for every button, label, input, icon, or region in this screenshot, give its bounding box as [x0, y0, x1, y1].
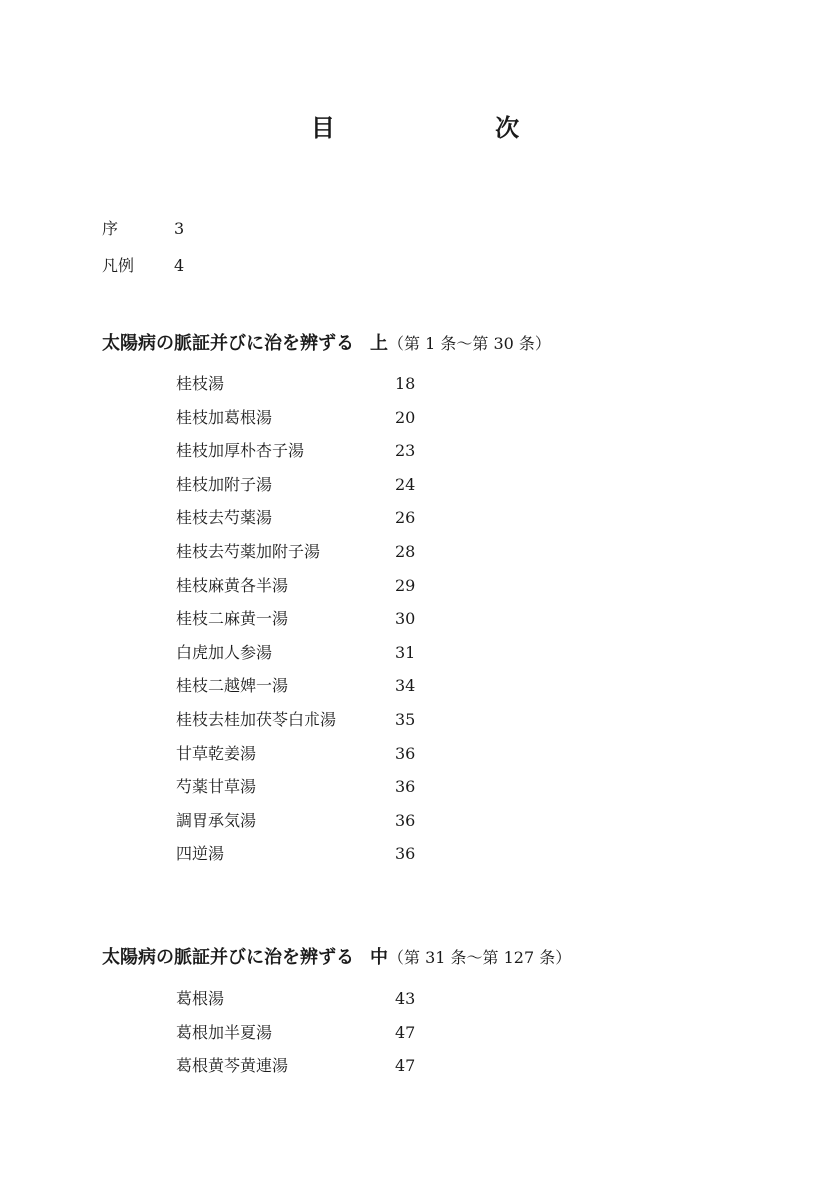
toc-entry [176, 602, 415, 636]
section-part-label: 上 [370, 333, 388, 354]
section-heading-text: 太陽病の脈証并びに治を辨ずる [102, 947, 354, 968]
toc-entry [176, 636, 415, 670]
toc-entry-name: 桂枝加厚朴杏子湯 [176, 441, 305, 461]
toc-entry-page: 47 [395, 1056, 416, 1076]
toc-entry [176, 770, 415, 804]
toc-entry-name: 葛根加半夏湯 [176, 1022, 273, 1042]
toc-entry [176, 703, 415, 737]
toc-entry [176, 1049, 415, 1083]
toc-entry-name: 甘草乾姜湯 [176, 743, 257, 763]
toc-entry-page: 24 [395, 474, 416, 494]
toc-entry-page: 29 [395, 575, 416, 595]
toc-entry-name: 芍薬甘草湯 [176, 777, 257, 797]
toc-entry-page: 34 [395, 676, 416, 696]
toc-entry-name: 桂枝麻黄各半湯 [176, 575, 289, 595]
toc-entry-page: 43 [395, 989, 416, 1008]
section-range: （第 1 条〜第 30 条） [388, 334, 551, 353]
toc-entry-label: 凡例 [102, 256, 135, 275]
toc-entry-name: 桂枝去芍薬湯 [176, 508, 273, 528]
section-range: （第 31 条〜第 127 条） [388, 948, 572, 967]
toc-entry [176, 837, 415, 871]
toc-entry-preface [102, 216, 184, 239]
toc-entry-page: 35 [395, 709, 416, 729]
toc-entry [176, 501, 415, 535]
toc-entry-name: 桂枝湯 [176, 374, 225, 393]
toc-entry [176, 434, 415, 468]
section-entry-list-part1 [176, 367, 415, 871]
toc-entry-page: 47 [395, 1022, 416, 1042]
toc-entry-page: 20 [395, 407, 416, 427]
toc-entry-page: 26 [395, 508, 416, 528]
toc-entry-page: 28 [395, 541, 416, 561]
toc-entry [176, 1016, 415, 1050]
toc-entry-page: 36 [395, 844, 416, 864]
toc-entry-page: 36 [395, 743, 416, 763]
toc-entry-name: 桂枝去芍薬加附子湯 [176, 541, 321, 561]
toc-entry-name: 桂枝加葛根湯 [176, 407, 273, 427]
section-part-label: 中 [370, 947, 388, 968]
section-heading-text: 太陽病の脈証并びに治を辨ずる [102, 333, 354, 354]
toc-entry [176, 468, 415, 502]
toc-entry-page: 18 [395, 374, 416, 393]
toc-entry-name: 桂枝加附子湯 [176, 474, 273, 494]
toc-entry-notes [102, 253, 184, 276]
toc-entry-page: 36 [395, 810, 416, 830]
toc-entry-name: 調胃承気湯 [176, 810, 257, 830]
toc-entry-name: 桂枝二麻黄一湯 [176, 609, 289, 629]
toc-entry-name: 桂枝二越婢一湯 [176, 676, 289, 696]
toc-entry-page: 23 [395, 441, 416, 461]
toc-entry [176, 669, 415, 703]
section-entry-list-part2 [176, 982, 415, 1083]
toc-entry [176, 982, 415, 1016]
toc-entry-page: 4 [174, 256, 185, 275]
toc-entry-label: 序 [102, 219, 119, 238]
toc-entry-page: 30 [395, 609, 416, 629]
toc-entry-name: 桂枝去桂加茯苓白朮湯 [176, 709, 337, 729]
toc-entry-name: 葛根湯 [176, 989, 225, 1008]
toc-entry [176, 535, 415, 569]
toc-entry-name: 葛根黄芩黄連湯 [176, 1056, 289, 1076]
page-title: 目 次 [310, 113, 596, 142]
toc-entry-page: 36 [395, 777, 416, 797]
toc-entry [176, 737, 415, 771]
section-heading-part1 [102, 329, 551, 355]
toc-entry [176, 804, 415, 838]
toc-entry-page: 3 [174, 219, 185, 238]
toc-entry-name: 四逆湯 [176, 844, 225, 864]
toc-entry-name: 白虎加人参湯 [176, 642, 273, 662]
section-heading-part2 [102, 943, 571, 969]
toc-entry-page: 31 [395, 642, 416, 662]
toc-entry [176, 367, 415, 401]
toc-entry [176, 401, 415, 435]
toc-entry [176, 569, 415, 603]
